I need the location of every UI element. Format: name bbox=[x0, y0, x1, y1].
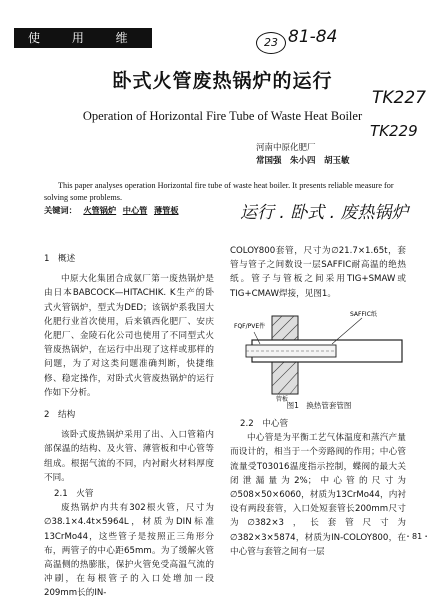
section-heading: 2 结构 bbox=[44, 410, 76, 421]
left-column bbox=[44, 244, 214, 601]
classification-code-bottom: TK229 bbox=[370, 122, 418, 140]
figure-tube-sleeve bbox=[232, 306, 406, 402]
subsection-heading: 2.2 中心管 bbox=[240, 419, 289, 429]
author-names: 常国强 朱小四 胡玉敏 bbox=[256, 156, 350, 166]
article-title-zh: 卧式火管废热锅炉的运行 bbox=[112, 70, 333, 92]
section-banner: 使 用 维 修 bbox=[14, 28, 152, 48]
page-number: ・81・ bbox=[404, 532, 431, 541]
figure-label: FQF/PVE件 bbox=[234, 323, 266, 330]
figure-label: 管板 bbox=[276, 396, 289, 402]
author-block bbox=[256, 142, 350, 168]
section-heading: 1 概述 bbox=[44, 254, 76, 264]
article-title-en: Operation of Horizontal Fire Tube of Waste Heat Boiler bbox=[82, 109, 363, 123]
abstract: This paper analyses operation Horizontal fire tube of waste heat boiler. It presents reliable measure for solving some problems. bbox=[44, 181, 394, 202]
keywords-label: 关键词： bbox=[44, 205, 77, 215]
keyword: 薄管板 bbox=[153, 205, 179, 215]
affiliation: 河南中原化肥厂 bbox=[256, 143, 316, 153]
right-column-bottom bbox=[230, 417, 406, 559]
right-column-top bbox=[230, 244, 406, 301]
paragraph: 中心管是为平衡工艺气体温度和蒸汽产量而设计的，相当于一个旁路阀的作用；中心管流量受T03016温度指示控制，蝶阀的最大关闭泄漏量为2%；中心管的尺寸为∅508×50×6060，材质为13CrMo44，内衬设有两段套管，入口处短套管长200mm尺寸为∅382×3，长套管尺寸为∅382×3×5874，材质为IN-COLOY800，在中心管与套管之间有一层 bbox=[230, 433, 406, 557]
figure-drawing bbox=[232, 306, 406, 402]
issue-code: 81-84 bbox=[288, 27, 338, 47]
paragraph: 该卧式废热锅炉采用了出、入口管箱内部保温的结构、及火管、薄管板和中心管等组成。根据气流的不同，内衬耐火材料厚度不同。 bbox=[44, 430, 214, 483]
keyword: 火管锅炉 bbox=[83, 205, 117, 215]
paragraph: 中原大化集团合成氨厂第一废热锅炉是由日本BABCOCK—HITACHIK. K生产的卧式火管锅炉，型式为DED；该锅炉系我国大化肥行业首次使用，后来镇西化肥厂、安庆化肥厂、金陵石化公司也使用了不同型式火管废热锅炉，在运行中出现了这样或那样的问题，为了对这类问题准确判断，快捷维修、稳定操作，对卧式火管废热锅炉的运行作如下分析。 bbox=[44, 274, 214, 398]
figure-caption: 图1 换热管套管图 bbox=[286, 401, 352, 410]
paragraph: 废热锅炉内共有302根火管，尺寸为∅38.1×4.4t×5964L，材质为DIN标准13CrMo44，这些管子是按照正三角形分布，两管子的中心距65mm。为了缓解火管高温侧的热膨胀，保护火管免受高温气流的冲刷，在每根管子的入口处增加一段209mm长的IN- bbox=[44, 503, 214, 599]
figure-label: SAFFIC纸 bbox=[350, 311, 377, 318]
classification-code-top: TK227 bbox=[372, 88, 426, 108]
keywords-line bbox=[44, 205, 179, 216]
keyword: 中心管 bbox=[122, 205, 148, 215]
handwritten-margin-note: 运行 . 卧式 . 废热锅炉 bbox=[240, 203, 409, 223]
circled-number: 23 bbox=[256, 32, 286, 54]
subsection-heading: 2.1 火管 bbox=[54, 489, 94, 500]
paragraph: COLOY800套管，尺寸为∅21.7×1.65t，套管与管子之间数设一层SAFFIC耐高温的绝热纸。管子与管板之间采用TIG+SMAW或TIG+CMAW焊接，见图1。 bbox=[230, 246, 406, 299]
